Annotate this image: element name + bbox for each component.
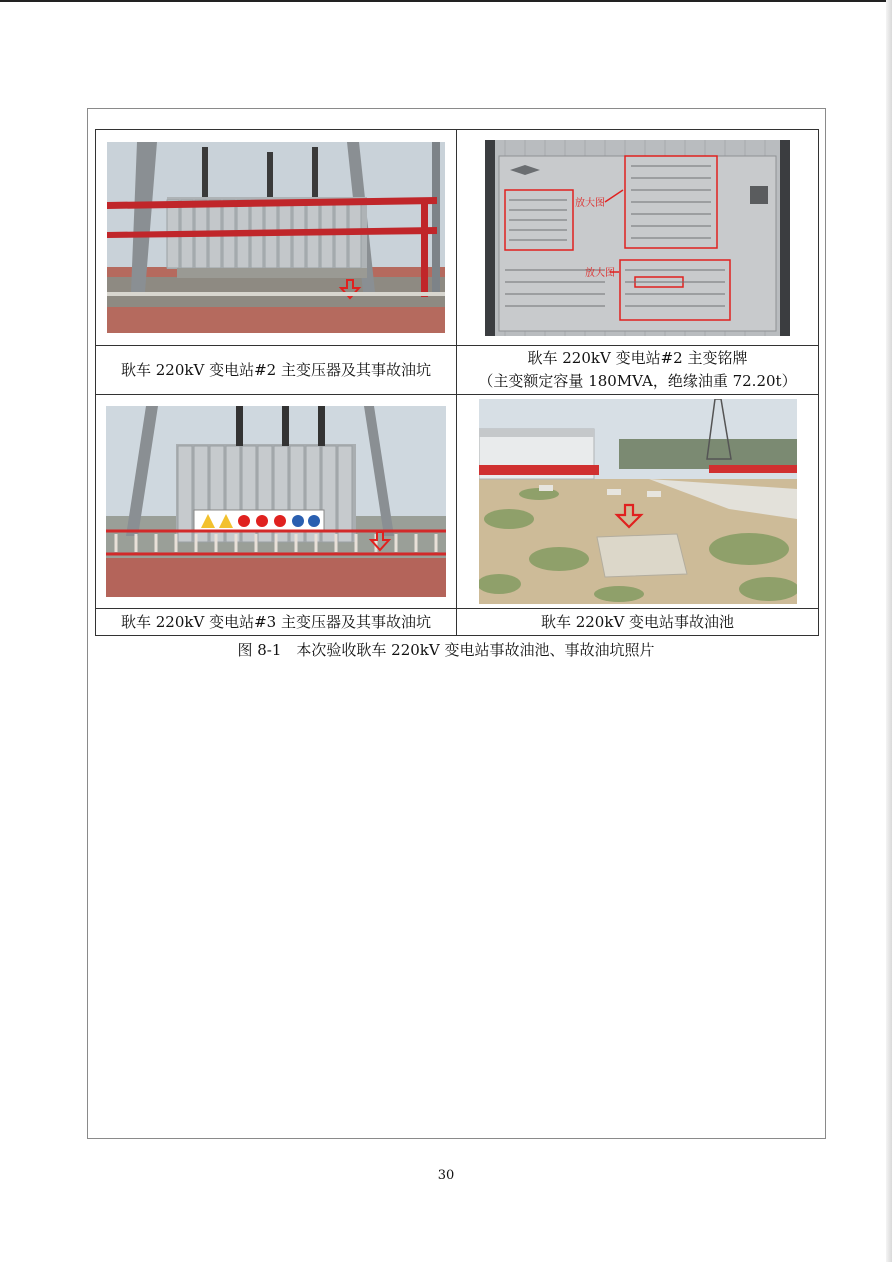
transformer-3-photo: [106, 406, 446, 597]
photo-cell-transformer-2: [96, 130, 457, 346]
caption-transformer-2: 耿车 220kV 变电站#2 主变压器及其事故油坑: [96, 346, 457, 395]
figure-caption: 图 8-1 本次验收耿车 220kV 变电站事故油池、事故油坑照片: [237, 641, 655, 659]
photo-table: [95, 129, 819, 636]
page-number: 30: [437, 1168, 455, 1183]
caption-transformer-3: 耿车 220kV 变电站#3 主变压器及其事故油坑: [96, 609, 457, 636]
top-rule: [0, 0, 892, 2]
oil-pool-photo: [479, 399, 797, 604]
transformer-2-photo: [107, 142, 445, 333]
caption-oil-pool: 耿车 220kV 变电站事故油池: [457, 609, 819, 636]
photo-cell-transformer-3: [96, 395, 457, 609]
caption-nameplate: 耿车 220kV 变电站#2 主变铭牌 （主变额定容量 180MVA，绝缘油重 72.20t）: [457, 346, 819, 395]
photo-cell-nameplate: [457, 130, 819, 346]
photo-cell-oil-pool: [457, 395, 819, 609]
page-edge: [886, 0, 892, 1262]
zoom-label-2: 放大图: [585, 267, 615, 279]
zoom-label-1: 放大图: [575, 197, 605, 209]
nameplate-photo: [485, 140, 790, 336]
